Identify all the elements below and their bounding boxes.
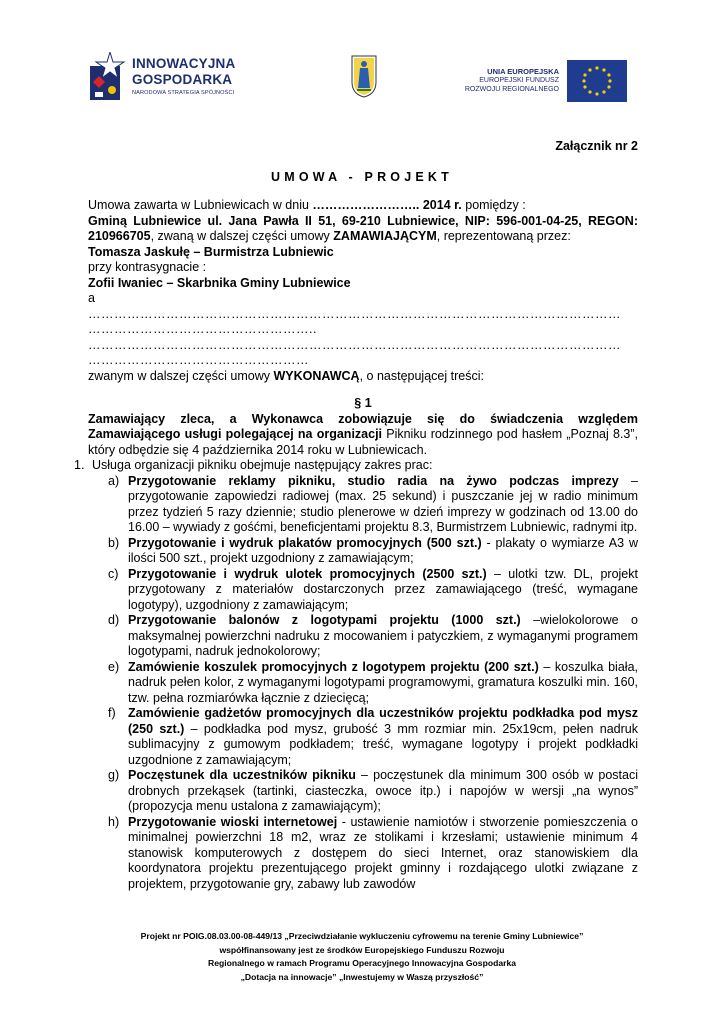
list-item [88, 815, 638, 893]
item-text: – koszulka biała, nadruk pełen kolor, z wymaganymi logotypami programowymi, gramatura koszulki min. 160, tzw. pełna rozmiarówka łącznie z dziecięcą; [128, 659, 638, 705]
item-letter: d) [108, 613, 120, 627]
list-item [88, 706, 638, 768]
item-letter: a) [108, 473, 120, 488]
item-title: Przygotowanie wioski internetowej [128, 814, 338, 829]
item-letter: f) [108, 706, 116, 720]
item-letter: h) [108, 814, 120, 829]
item-text: - ustawienie namiotów i stworzenie pomieszczenia o minimalnej powierzchni 18 m2, wraz ze stolikami i krzesłami; ustawienie minimum 4 stanowisk komputerowych z dostępem do sieci Internet, oraz stanowiskiem dla koordynatora projektu prezentującego projekt gminny i rozdającego ulotki związane z projektem, przygotowanie gry, zabawy lub zawodów [128, 814, 638, 891]
item-title: Przygotowanie balonów z logotypami projektu (1000 szt.) [128, 613, 521, 627]
item-letter: e) [108, 659, 120, 674]
item-title: Poczęstunek dla uczestników pikniku [128, 768, 356, 782]
list-item [88, 567, 638, 614]
item-title: Zamówienie koszulek promocyjnych z logotypem projektu (200 szt.) [128, 659, 539, 674]
project-footer [0, 930, 724, 984]
representative-1-name: Tomasza Jaskułę – Burmistrza Lubniewic [88, 244, 334, 259]
representative-2 [88, 276, 638, 292]
contract-body [74, 198, 639, 892]
attachment-label: Załącznik nr 2 [555, 139, 638, 153]
eu-flag-icon [567, 60, 627, 102]
intro-date: …………………….. 2014 r. [312, 198, 462, 212]
item-letter: g) [108, 768, 120, 782]
footer-line-3: Regionalnego w ramach Programu Operacyjnego Innowacyjna Gospodarka [207, 958, 517, 968]
party-role: ZAMAWIAJĄCYM [333, 229, 437, 243]
contractor-blank-2: …………………………………………….. [88, 322, 317, 336]
logo-ig-line3: NARODOWA STRATEGIA SPÓJNOŚCI [132, 90, 235, 96]
list-item [88, 474, 638, 536]
footer-line-1: Projekt nr POIG.08.03.00-08-449/13 „Przeciwdziałanie wykluczeniu cyfrowemu na terenie Gminy Lubniewice” [140, 931, 584, 941]
list-item [88, 768, 638, 815]
item-text: - plakaty o wymiarze A3 w ilości 500 szt., projekt uzgodniony z zamawiającym; [128, 535, 638, 565]
eu-fund-logo [452, 60, 627, 104]
scope-list [74, 458, 639, 892]
section-lead-rest: Pikniku rodzinnego pod hasłem „Poznaj 8.3”, który odbędzie się 4 października 2014 roku w Lubniewicach. [88, 427, 638, 457]
contractor-blank-4: …………………………………………… [88, 353, 309, 367]
section-lead [88, 412, 638, 459]
party-text-1: , zwaną w dalszej części umowy [150, 229, 334, 243]
item-text: – poczęstunek dla minimum 300 osób w postaci drobnych przekąsek (tartinki, ciasteczka, owoce itp.) i napojów w wersji „na wynos” (propozycja menu ustalona z zamawiającym); [128, 768, 638, 813]
item-text: – ulotki tzw. DL, projekt przygotowany z materiałów dostarczonych przez zamawiającego (treść, wymagane logotypy), uzgodniony z zamawiającym; [128, 566, 638, 612]
intro-text-a: Umowa zawarta w Lubniewicach w dniu [88, 198, 313, 212]
scope-item-1 [74, 458, 638, 892]
item-title: Przygotowanie i wydruk ulotek promocyjnych (2500 szt.) [128, 566, 487, 581]
list-item [88, 613, 638, 660]
contractor-role: WYKONAWCĄ [273, 368, 360, 383]
scope-item-text: Usługa organizacji pikniku obejmuje następujący zakres prac: [92, 458, 433, 472]
item-text: – podkładka pod mysz, grubość 3 mm rozmiar min. 25x19cm, pełen nadruk sublimacyjny z gumowym podkładem; treść, wymagane logotypy i projekt podkładki uzgodnione z zamawiającym; [128, 721, 638, 767]
representative-1 [88, 245, 638, 261]
item-title: Zamówienie gadżetów promocyjnych dla uczestników projektu podkładka pod mysz (250 szt.) [128, 706, 638, 736]
intro-text-c: pomiędzy : [461, 198, 526, 212]
scope-item-number: 1. [74, 458, 85, 472]
innowacyjna-gospodarka-logo [90, 50, 250, 104]
eu-logo-line2: EUROPEJSKI FUNDUSZ [479, 77, 559, 84]
item-title: Przygotowanie i wydruk plakatów promocyjnych (500 szt.) [128, 535, 482, 550]
eu-logo-line1: UNIA EUROPEJSKA [487, 67, 559, 76]
item-text: – przygotowanie zapowiedzi radiowej (max. 25 sekund) i puszczanie jej w radio minimum przez tydzień 5 razy dziennie; studio plenerowe w dzień imprezy w godzinach od 13.00 do 16.00 – wywiady z gośćmi, beneficjentami projektu 8.3, Burmistrzem Lubniewic, radnymi itp. [128, 473, 638, 534]
lubniewice-crest-icon [350, 54, 378, 98]
item-letter: b) [108, 535, 120, 550]
logo-ig-line1: INNOWACYJNA [132, 56, 236, 71]
party-text-2: , reprezentowaną przez: [436, 229, 571, 243]
representative-2-name: Zofii Iwaniec – Skarbnika Gminy Lubniewice [88, 275, 351, 290]
contractor-blank-1: …………………………………………………………………………………………………………… [88, 306, 621, 321]
contractor-line [88, 369, 638, 385]
contractor-text-a: zwanym w dalszej części umowy [88, 368, 274, 383]
intro-line [88, 198, 638, 214]
contractor-blank-3: …………………………………………………………………………………………………………… [88, 337, 621, 352]
list-item [88, 660, 638, 707]
section-lead-bold: Zamawiający zleca, a Wykonawca zobowiązuje się do świadczenia względem Zamawiającego usługi polegającej na organizacji [88, 411, 638, 441]
eu-logo-line3: ROZWOJU REGIONALNEGO [464, 86, 559, 93]
scope-sublist [88, 474, 638, 893]
contractor-text-b: , o następującej treści: [359, 368, 484, 383]
ig-star-mark-icon [90, 52, 126, 100]
logo-ig-line2: GOSPODARKA [132, 72, 233, 87]
countersign-label: przy kontrasygnacie : [88, 260, 207, 274]
footer-line-4: „Dotacja na innowacje” „Inwestujemy w Waszą przyszłość” [240, 971, 484, 982]
and-label: a [88, 291, 95, 305]
footer-line-2: współfinansowany jest ze środków Europejskiego Funduszu Rozwoju [219, 944, 505, 955]
item-text: –wielokolorowe o maksymalnej powierzchni nadruku z mocowaniem i patyczkiem, z wymaganymi programem logotypami, nadruk jednokolorowy; [128, 613, 639, 658]
list-item [88, 536, 638, 567]
party-paragraph [88, 214, 638, 245]
party-identity: Gminą Lubniewice ul. Jana Pawła II 51, 69-210 Lubniewice, NIP: 596-001-04-25, REGON: 210966705 [88, 213, 638, 243]
item-title: Przygotowanie reklamy pikniku, studio radia na żywo podczas imprezy [128, 473, 619, 488]
item-letter: c) [108, 566, 119, 581]
document-title: UMOWA - PROJEKT [271, 170, 453, 184]
section-heading: § 1 [354, 396, 372, 410]
